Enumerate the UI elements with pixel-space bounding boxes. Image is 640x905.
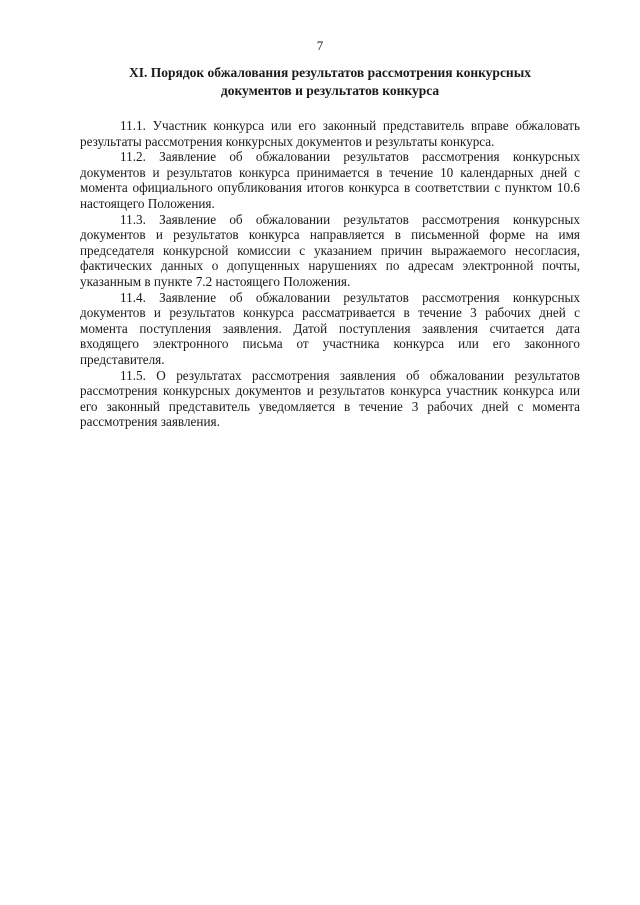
paragraph-11-5: 11.5. О результатах рассмотрения заявления об обжаловании результатов рассмотрения конкурсных документов и результатов конкурса участник конкурса или его законный представитель уведомляется в течение 3 рабочих дней с момента рассмотрения заявления. [80,367,580,430]
paragraph-11-4: 11.4. Заявление об обжаловании результатов рассмотрения конкурсных документов и результатов конкурса рассматривается в течение 3 рабочих дней с момента поступления заявления. Датой поступления заявления считается дата входящего электронного письма от участника конкурса или его законного представителя. [80,289,580,367]
paragraph-11-2: 11.2. Заявление об обжаловании результатов рассмотрения конкурсных документов и результатов конкурса принимается в течение 10 календарных дней с момента официального опубликования итогов конкурса в соответствии с пунктом 10.6 настоящего Положения. [80,149,580,211]
paragraph-11-1: 11.1. Участник конкурса или его законный представитель вправе обжаловать результаты рассмотрения конкурсных документов и результаты конкурса. [80,118,580,149]
document-body [80,118,580,430]
section-title: XI. Порядок обжалования результатов рассмотрения конкурсных документов и результатов конкурса [128,65,531,98]
page-number: 7 [316,38,324,53]
paragraph-11-3: 11.3. Заявление об обжаловании результатов рассмотрения конкурсных документов и результатов конкурса направляется в письменной форме на имя председателя конкурсной комиссии с указанием причин выражаемого несогласия, фактических данных о допущенных нарушениях по адресам электронной почты, указанным в пункте 7.2 настоящего Положения. [80,211,580,289]
